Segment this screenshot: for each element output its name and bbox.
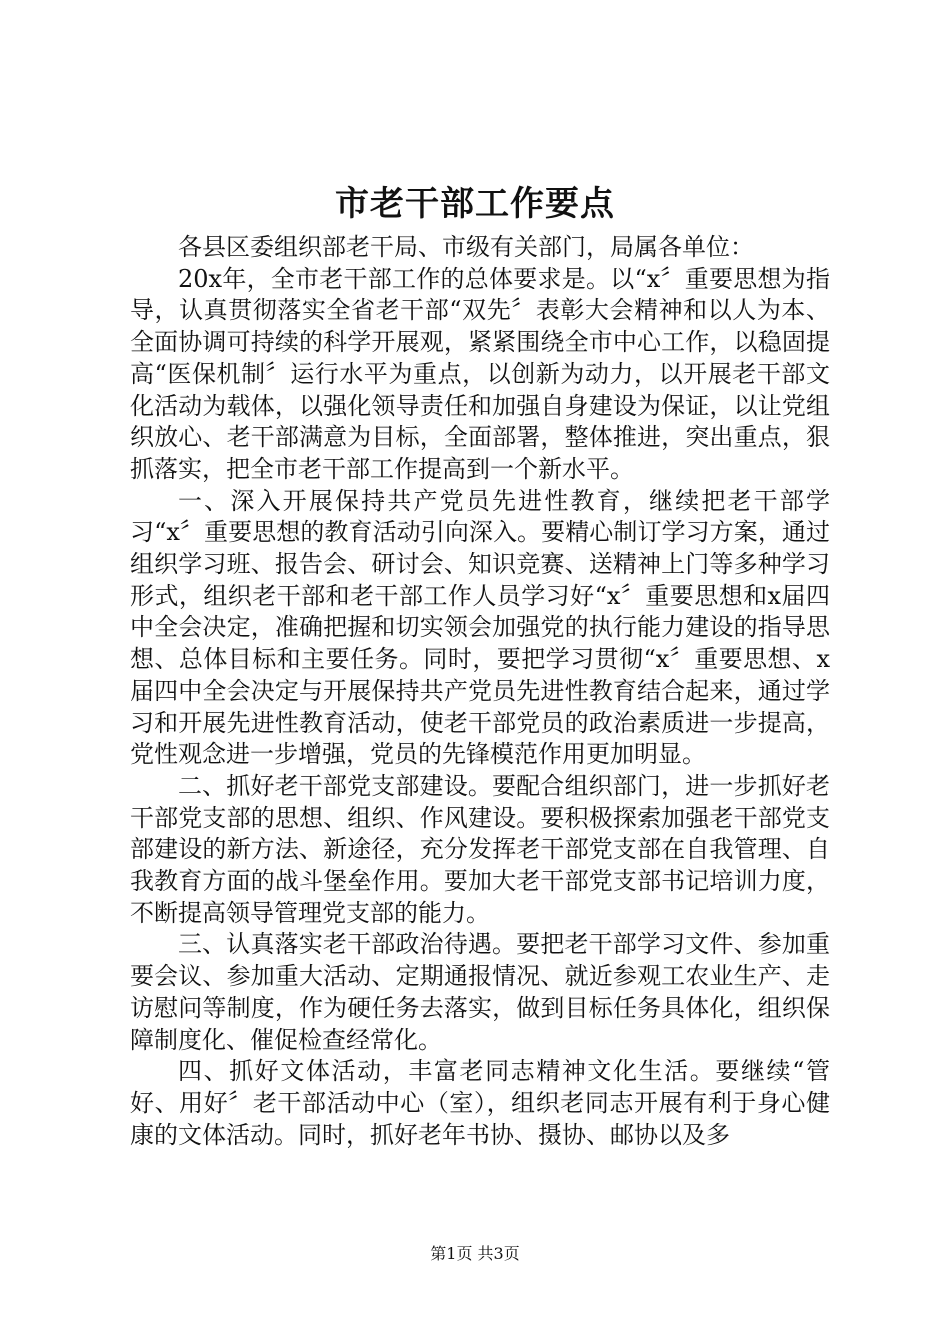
paragraph-section-3: 三、认真落实老干部政治待遇。要把老干部学习文件、参加重要会议、参加重大活动、定期通报情况、就近参观工农业生产、走访慰问等制度，作为硬任务去落实，做到目标任务具体化，组织保障制度化、催促检查经常化。 <box>130 930 830 1054</box>
paragraph-section-1: 一、深入开展保持共产党员先进性教育，继续把老干部学习“x〞重要思想的教育活动引向深入。要精心制订学习方案，通过组织学习班、报告会、研讨会、知识竞赛、送精神上门等多种学习形式，组织老干部和老干部工作人员学习好“x〞重要思想和x届四中全会决定，准确把握和切实领会加强党的执行能力建设的指导思想、总体目标和主要任务。同时，要把学习贯彻“x〞重要思想、x届四中全会决定与开展保持共产党员先进性教育结合起来，通过学习和开展先进性教育活动，使老干部党员的政治素质进一步提高，党性观念进一步增强，党员的先锋模范作用更加明显。 <box>130 486 830 769</box>
paragraph-section-4: 四、抓好文体活动，丰富老同志精神文化生活。要继续“管好、用好〞老干部活动中心（室），组织老同志开展有利于身心健康的文体活动。同时，抓好老年书协、摄协、邮协以及多 <box>130 1057 830 1149</box>
paragraph-general-requirements: 20x年，全市老干部工作的总体要求是。以“x〞重要思想为指导，认真贯彻落实全省老干部“双先〞表彰大会精神和以人为本、全面协调可持续的科学开展观，紧紧围绕全市中心工作，以稳固提高“医保机制〞运行水平为重点，以创新为动力，以开展老干部文化活动为载体，以强化领导责任和加强自身建设为保证，以让党组织放心、老干部满意为目标，全面部署，整体推进，突出重点，狠抓落实，把全市老干部工作提高到一个新水平。 <box>130 264 830 483</box>
document-title: 市老干部工作要点 <box>335 184 615 224</box>
paragraph-section-2: 二、抓好老干部党支部建设。要配合组织部门，进一步抓好老干部党支部的思想、组织、作风建设。要积极探索加强老干部党支部建设的新方法、新途径，充分发挥老干部党支部在自我管理、自我教育方面的战斗堡垒作用。要加大老干部党支部书记培训力度，不断提高领导管理党支部的能力。 <box>130 771 830 927</box>
page-number-footer: 第1页 共3页 <box>430 1244 520 1263</box>
document-body <box>130 232 830 1151</box>
salutation: 各县区委组织部老干局、市级有关部门，局属各单位： <box>178 233 754 261</box>
